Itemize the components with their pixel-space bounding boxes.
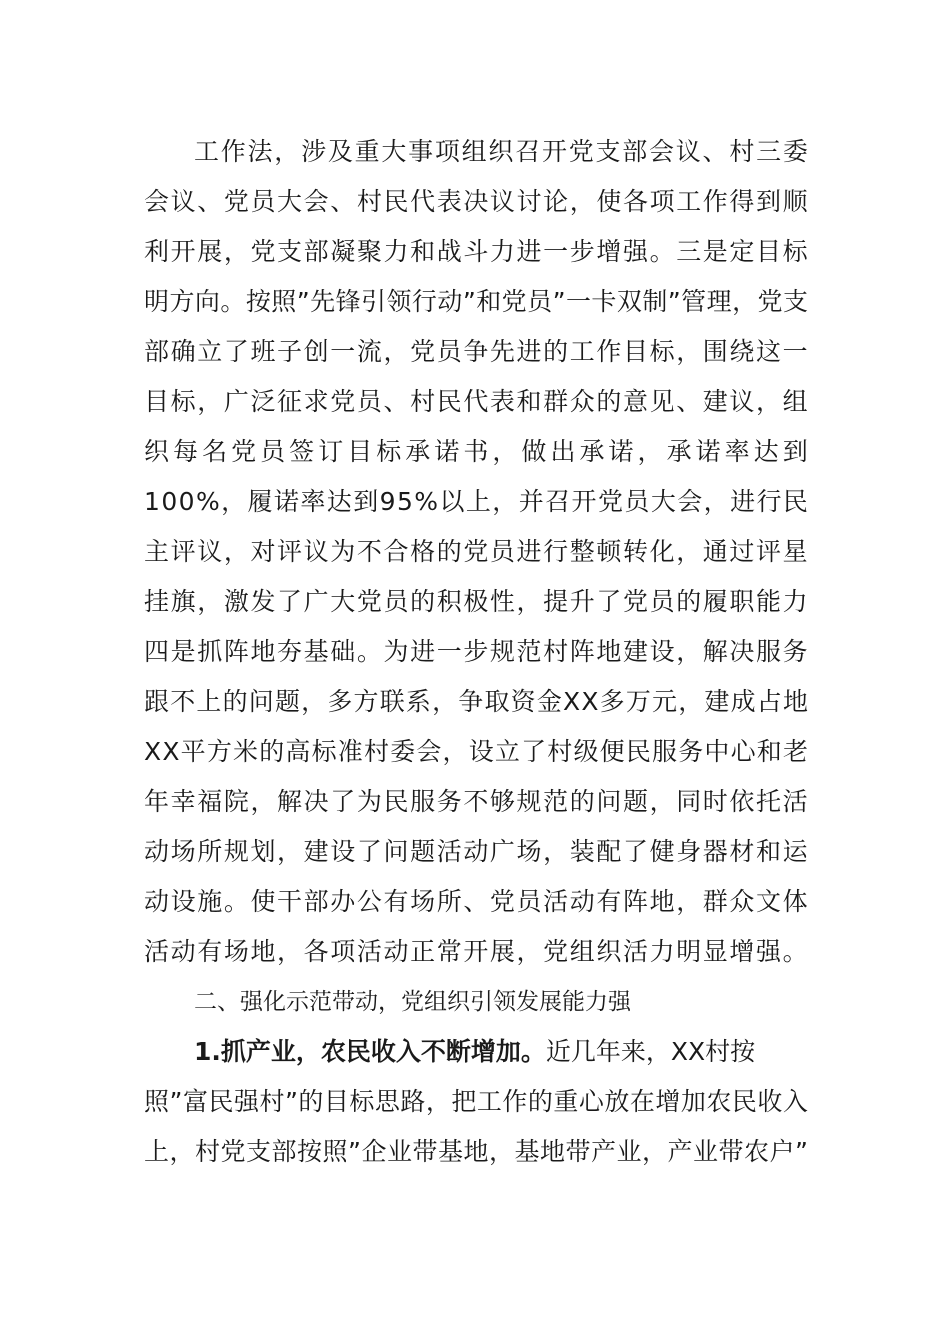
paragraph-line: 动 设 施 。 使 干 部 办 公 有 场 所 、 党 员 活 动 有 阵 地 ， 群 众 文 体 bbox=[144, 887, 808, 916]
paragraph-line: 1 0 0 % ， 履 诺 率 达 到 9 5 % 以 上 ， 并 召 开 党 员 大 会 ， 进 行 民 bbox=[144, 487, 808, 516]
paragraph-line: 主 评 议 ， 对 评 议 为 不 合 格 的 党 员 进 行 整 顿 转 化 ， 通 过 评 星 bbox=[144, 537, 808, 566]
paragraph-line: 挂 旗 ， 激 发 了 广 大 党 员 的 积 极 性 ， 提 升 了 党 员 的 履 职 能 力 bbox=[144, 587, 808, 616]
paragraph-line: 会 议 、 党 员 大 会 、 村 民 代 表 决 议 讨 论 ， 使 各 项 工 作 得 到 顺 bbox=[144, 187, 808, 216]
subsection-text: 近几年来，XX村按 bbox=[545, 1037, 756, 1066]
paragraph-line: 利 开 展 ， 党 支 部 凝 聚 力 和 战 斗 力 进 一 步 增 强 。 三 是 定 目 标 bbox=[144, 237, 808, 266]
paragraph-line: 明 方 向 。 按 照 ” 先 锋 引 领 行 动 ” 和 党 员 ” 一 卡 双 制 ” 管 理 ， 党 支 bbox=[144, 287, 808, 316]
paragraph-line: 照 ” 富 民 强 村 ” 的 目 标 思 路 ， 把 工 作 的 重 心 放 在 增 加 农 民 收 入 bbox=[144, 1087, 808, 1116]
paragraph-line: 动 场 所 规 划 ， 建 设 了 问 题 活 动 广 场 ， 装 配 了 健 身 器 材 和 运 bbox=[144, 837, 808, 866]
paragraph-line: X X 平 方 米 的 高 标 准 村 委 会 ， 设 立 了 村 级 便 民 服 务 中 心 和 老 bbox=[144, 737, 808, 766]
paragraph-line: 织 每 名 党 员 签 订 目 标 承 诺 书 ， 做 出 承 诺 ， 承 诺 率 达 到 bbox=[144, 437, 808, 466]
paragraph-line: 目 标 ， 广 泛 征 求 党 员 、 村 民 代 表 和 群 众 的 意 见 、 建 议 ， 组 bbox=[144, 387, 808, 416]
paragraph-line: 活 动 有 场 地 ， 各 项 活 动 正 常 开 展 ， 党 组 织 活 力 明 显 增 强 。 bbox=[144, 937, 808, 966]
paragraph-line: 部 确 立 了 班 子 创 一 流 ， 党 员 争 先 进 的 工 作 目 标 ， 围 绕 这 一 bbox=[144, 337, 808, 366]
section-heading: 二、强化示范带动，党组织引领发展能力强 bbox=[194, 989, 631, 1015]
paragraph-line: 年 幸 福 院 ， 解 决 了 为 民 服 务 不 够 规 范 的 问 题 ， 同 时 依 托 活 bbox=[144, 787, 808, 816]
subsection-line bbox=[194, 1037, 808, 1067]
paragraph-line: 四 是 抓 阵 地 夯 基 础 。 为 进 一 步 规 范 村 阵 地 建 设 ， 解 决 服 务 bbox=[144, 637, 808, 666]
paragraph-line: 工 作 法 ， 涉 及 重 大 事 项 组 织 召 开 党 支 部 会 议 、 村 三 委 bbox=[194, 137, 808, 166]
paragraph-line: 上 ， 村 党 支 部 按 照 ” 企 业 带 基 地 ， 基 地 带 产 业 ， 产 业 带 农 户 ” bbox=[144, 1137, 808, 1166]
paragraph-line: 跟 不 上 的 问 题 ， 多 方 联 系 ， 争 取 资 金 X X 多 万 元 ， 建 成 占 地 bbox=[144, 687, 808, 716]
subsection-heading: 1.抓产业，农民收入不断增加。 bbox=[194, 1037, 546, 1066]
